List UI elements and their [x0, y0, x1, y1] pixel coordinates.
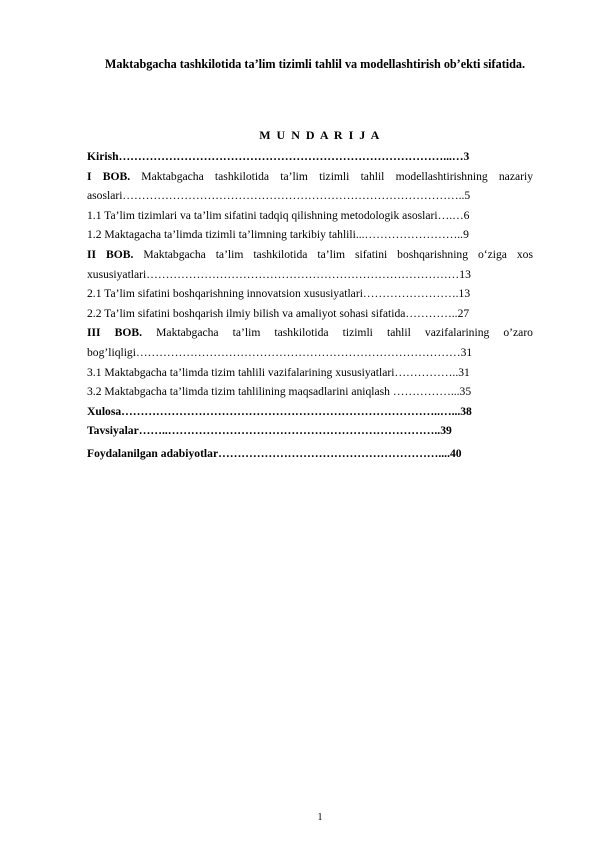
toc-entry-kirish[interactable]: Kirish…………………………………………………………………………...…3 — [87, 150, 470, 163]
toc-chapter-label: II BOB. — [87, 247, 134, 261]
toc-entry-bob1[interactable] — [87, 167, 533, 187]
toc-entry-bob3-cont[interactable]: bog’liqligi…………………………………………………………………………31 — [87, 345, 473, 359]
toc-chapter-label: III BOB. — [87, 326, 143, 340]
toc-entry-3-2[interactable]: 3.2 Maktabgacha ta’limda tizim tahlilining maqsadlarini aniqlash ……………...35 — [87, 385, 472, 399]
toc-entry-2-2[interactable]: 2.2 Ta’lim sifatini boshqarish ilmiy bilish va amaliyot sohasi sifatida…………..27 — [87, 306, 470, 320]
toc-chapter-title: Maktabgacha ta’lim tashkilotida ta’lim sifatini boshqarishning o‘ziga xos — [143, 247, 533, 261]
toc-chapter-title: Maktabgacha ta’lim tashkilotida tizimli tahlil vazifalarining o’zaro — [156, 326, 533, 340]
toc-entry-bob3[interactable] — [87, 323, 533, 343]
toc-entry-2-1[interactable]: 2.1 Ta’lim sifatini boshqarishning innovatsion xususiyatlari…………………….13 — [87, 287, 471, 301]
page-number: 1 — [317, 812, 323, 823]
toc-chapter-title: Maktabgacha tashkilotida ta’lim tizimli tahlil modellashtirishning nazariy — [141, 169, 533, 183]
toc-entry-xulosa[interactable]: Xulosa………………………………………………………………………..…...38 — [87, 404, 472, 418]
toc-entry-1-1[interactable]: 1.1 Ta’lim tizimlari va ta’lim sifatini tadqiq qilishning metodologik asoslari….…6 — [87, 208, 470, 222]
document-title: Maktabgacha tashkilotida ta’lim tizimli tahlil va modellashtirish ob’ekti sifatida. — [104, 57, 526, 71]
toc-entry-bob2-cont[interactable]: xususiyatlari………………………………………………………………………13 — [87, 267, 471, 281]
toc-entry-1-2[interactable]: 1.2 Maktagacha ta’limda tizimli ta’limning tarkibiy tahlili...……………………..9 — [87, 228, 469, 242]
toc-heading: M U N D A R I J A — [259, 128, 381, 142]
toc-entry-adabiyotlar[interactable]: Foydalanilgan adabiyotlar…………………………………………………....40 — [87, 446, 462, 460]
toc-entry-bob2[interactable] — [87, 245, 533, 265]
toc-entry-3-1[interactable]: 3.1 Maktabgacha ta’limda tizim tahlili vazifalarining xususiyatlari……………..31 — [87, 365, 470, 379]
toc-entry-bob1-cont[interactable]: asoslari……………………………………………………………………………..5 — [87, 189, 471, 203]
toc-chapter-label: I BOB. — [87, 169, 131, 183]
table-of-contents — [87, 147, 533, 464]
toc-entry-tavsiyalar[interactable]: Tavsiyalar……..……………………………………………………………..39 — [87, 424, 452, 438]
